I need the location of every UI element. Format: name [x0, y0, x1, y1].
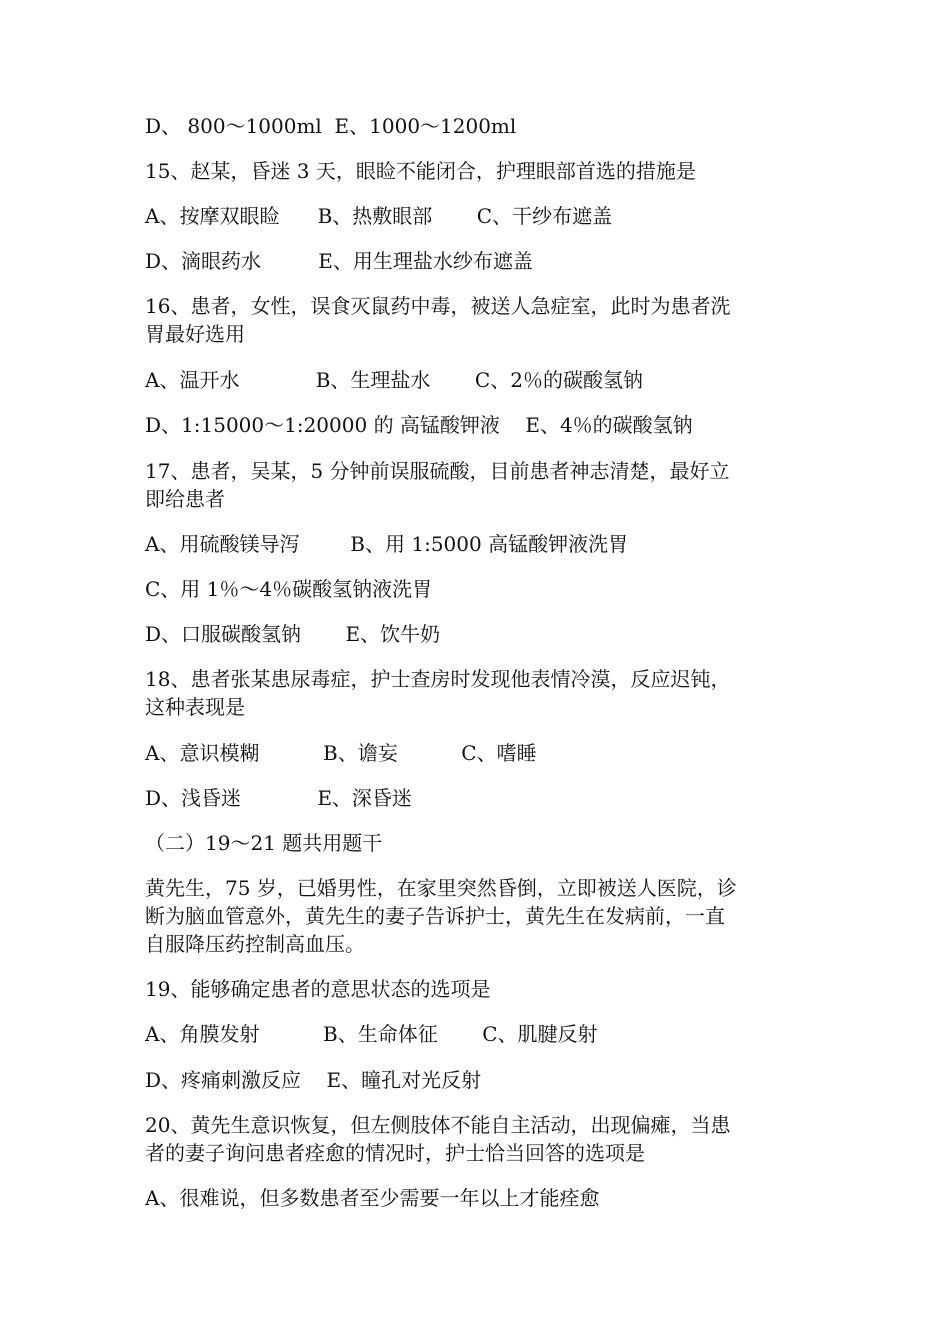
case-stem-line-3: 自服降压药控制高血压。 — [145, 932, 365, 956]
options-15-abc: A、按摩双眼睑 B、热敷眼部 C、干纱布遮盖 — [145, 204, 613, 228]
question-20-line-2: 者的妻子询问患者痊愈的情况时，护士恰当回答的选项是 — [145, 1141, 645, 1165]
case-stem-line-2: 断为脑血管意外，黄先生的妻子告诉护士，黄先生在发病前，一直 — [145, 904, 725, 928]
options-19-abc: A、角膜发射 B、生命体征 C、肌腱反射 — [145, 1022, 598, 1046]
question-17-line-1: 17、患者，吴某，5 分钟前误服硫酸，目前患者神志清楚，最好立 — [145, 459, 730, 483]
section-heading: （二）19～21 题共用题干 — [145, 831, 383, 855]
option-20-a: A、很难说，但多数患者至少需要一年以上才能痊愈 — [145, 1186, 600, 1210]
question-15: 15、赵某，昏迷 3 天，眼睑不能闭合，护理眼部首选的措施是 — [145, 159, 696, 183]
options-17-de: D、口服碳酸氢钠 E、饮牛奶 — [145, 622, 441, 646]
option-line-14-de: D、 800～1000ml E、1000～1200ml — [145, 114, 517, 138]
options-18-abc: A、意识模糊 B、谵妄 C、嗜睡 — [145, 741, 537, 765]
question-17-line-2: 即给患者 — [145, 487, 225, 511]
question-19: 19、能够确定患者的意思状态的选项是 — [145, 977, 491, 1001]
options-19-de: D、疼痛刺激反应 E、瞳孔对光反射 — [145, 1068, 482, 1092]
question-18-line-1: 18、患者张某患尿毒症，护士查房时发现他表情冷漠，反应迟钝， — [145, 667, 731, 691]
options-17-c: C、用 1％～4％碳酸氢钠液洗胃 — [145, 577, 433, 601]
question-18-line-2: 这种表现是 — [145, 695, 245, 719]
question-16-line-1: 16、患者，女性，误食灭鼠药中毒，被送人急症室，此时为患者洗 — [145, 294, 731, 318]
options-16-de: D、1:15000～1:20000 的 高锰酸钾液 E、4％的碳酸氢钠 — [145, 413, 693, 437]
options-16-abc: A、温开水 B、生理盐水 C、2％的碳酸氢钠 — [145, 368, 643, 392]
options-18-de: D、浅昏迷 E、深昏迷 — [145, 786, 412, 810]
case-stem-line-1: 黄先生，75 岁，已婚男性，在家里突然昏倒，立即被送人医院，诊 — [145, 876, 737, 900]
options-17-ab: A、用硫酸镁导泻 B、用 1:5000 高锰酸钾液洗胃 — [145, 532, 629, 556]
options-15-de: D、滴眼药水 E、用生理盐水纱布遮盖 — [145, 249, 533, 273]
question-20-line-1: 20、黄先生意识恢复，但左侧肢体不能自主活动，出现偏瘫，当患 — [145, 1113, 731, 1137]
question-16-line-2: 胃最好选用 — [145, 322, 245, 346]
